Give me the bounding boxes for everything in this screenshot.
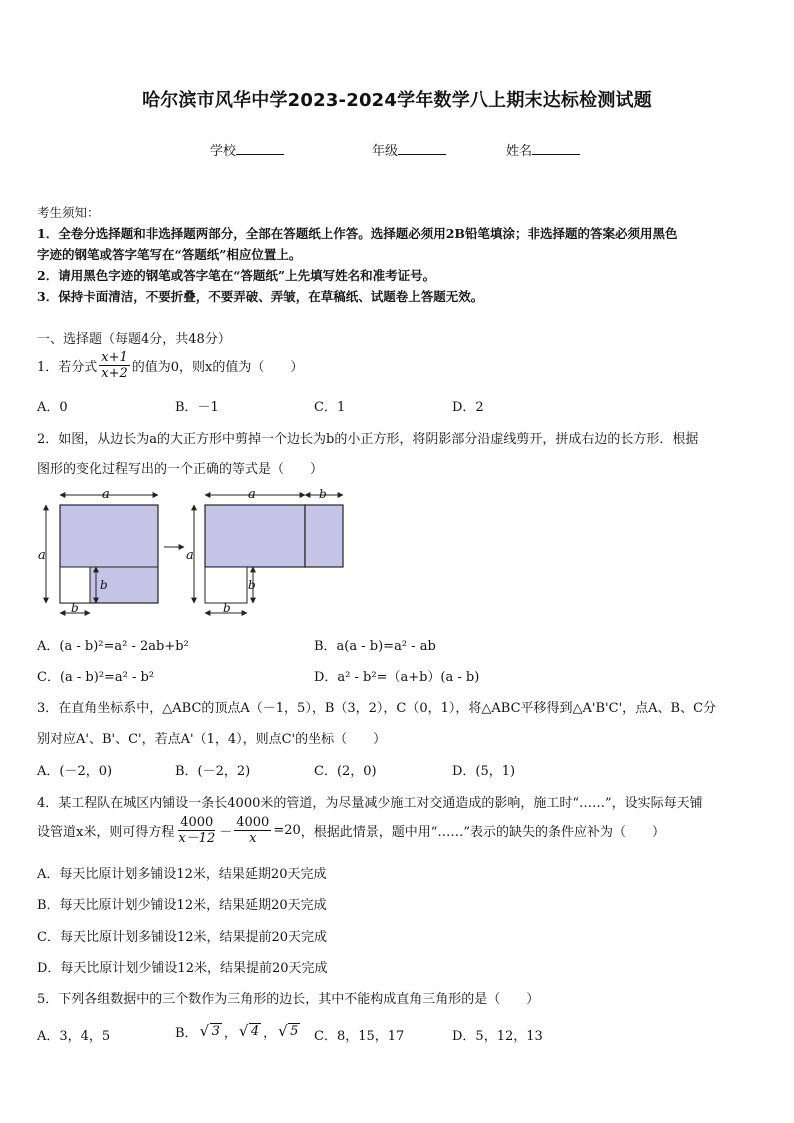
q2-option-b: B．a(a - b)=a² - ab xyxy=(314,639,436,654)
right-inner-label-b: b xyxy=(248,578,256,592)
right-side-label-a: a xyxy=(186,548,194,563)
q5-option-d: D．5，12，13 xyxy=(452,1029,543,1044)
q4-minus: － xyxy=(219,825,233,840)
q5-sqrt-1 xyxy=(200,1024,222,1039)
q4-option-c: C．每天比原计划多铺设12米，结果提前20天完成 xyxy=(37,930,328,945)
q3-option-c: C．(2，0) xyxy=(314,764,377,779)
left-top-label-a: a xyxy=(102,487,110,502)
q1-prefix: 1．若分式 xyxy=(37,360,98,375)
q4-stem-line-2 xyxy=(37,815,665,846)
q4-fraction-1-numerator: 4000 xyxy=(180,815,214,830)
q3-stem-line-2: 别对应A'、B'、C'，若点A'（1，4），则点C'的坐标（ ） xyxy=(37,732,387,747)
right-rect-right-part xyxy=(305,505,343,567)
q2-stem-line-2: 图形的变化过程写出的一个正确的等式是（ ） xyxy=(37,462,324,477)
notice-item-3: 3．保持卡面清洁，不要折叠，不要弄破、弄皱，在草稿纸、试题卷上答题无效。 xyxy=(37,289,484,304)
q4-fraction-1-denominator: x－12 xyxy=(178,831,216,846)
q1-option-c: C．1 xyxy=(314,400,346,415)
q3-option-d: D．(5，1) xyxy=(452,764,516,779)
left-bottom-label-b: b xyxy=(71,601,79,615)
q2-option-d: D．a² - b²=（a+b）(a - b) xyxy=(314,670,480,685)
q5-separator-1: ， xyxy=(223,1026,237,1041)
q4-fraction-1 xyxy=(176,815,217,846)
q5-sqrt-3 xyxy=(278,1024,300,1039)
school-blank xyxy=(236,142,284,155)
q2-option-a: A．(a - b)²=a² - 2ab+b² xyxy=(37,639,189,654)
left-small-square xyxy=(60,567,90,603)
q1-option-b: B．－1 xyxy=(175,400,219,415)
q2-right-figure xyxy=(186,487,343,615)
school-label: 学校 xyxy=(210,144,237,159)
section-heading: 一、选择题（每题4分，共48分） xyxy=(37,332,231,347)
q1-option-a: A．0 xyxy=(37,400,68,415)
q4-line2-prefix: 设管道x米，则可得方程 xyxy=(37,825,175,840)
right-small-square xyxy=(205,567,247,603)
right-bottom-label-b: b xyxy=(223,601,231,615)
notice-item-1-line-1: 1．全卷分选择题和非选择题两部分，全部在答题纸上作答。选择题必须用2B铅笔填涂；非选择题的答案必须用黑色 xyxy=(37,226,678,241)
q3-option-a: A．(－2，0) xyxy=(37,764,113,779)
name-blank xyxy=(532,142,580,155)
q2-stem-line-1: 2．如图，从边长为a的大正方形中剪掉一个边长为b的小正方形，将阴影部分沿虚线剪开，拼成右边的长方形．根据 xyxy=(37,432,699,447)
q5-separator-2: ， xyxy=(263,1026,277,1041)
notice-item-1-line-2: 字迹的钢笔或答字笔写在“答题纸”相应位置上。 xyxy=(37,247,302,262)
q5-sqrt-2-value: 4 xyxy=(250,1024,260,1039)
question-1 xyxy=(37,350,303,381)
grade-field xyxy=(372,140,446,159)
q1-option-d: D．2 xyxy=(452,400,484,415)
q4-stem-line-1: 4．某工程队在城区内铺设一条长4000米的管道，为尽量减少施工对交通造成的影响，施工时“……”，设实际每天铺 xyxy=(37,796,703,811)
notice-heading: 考生须知： xyxy=(37,205,100,220)
grade-blank xyxy=(398,142,446,155)
q3-stem-line-1: 3．在直角坐标系中，△ABC的顶点A（－1，5），B（3，2），C（0，1），将△ABC平移得到△A'B'C'，点A、B、C分 xyxy=(37,701,717,716)
q1-fraction xyxy=(99,350,130,381)
q5-option-a: A．3，4，5 xyxy=(37,1029,111,1044)
q3-option-b: B．(－2，2) xyxy=(175,764,251,779)
q5-option-b-prefix: B． xyxy=(175,1026,198,1041)
q5-option-b xyxy=(175,1022,302,1041)
q1-fraction-numerator: x+1 xyxy=(101,350,128,365)
right-top-label-a: a xyxy=(248,487,256,502)
q5-stem: 5．下列各组数据中的三个数作为三角形的边长，其中不能构成直角三角形的是（ ） xyxy=(37,992,540,1007)
q1-fraction-denominator: x+2 xyxy=(101,366,128,381)
q4-option-a: A．每天比原计划多铺设12米，结果延期20天完成 xyxy=(37,867,327,882)
q2-option-c: C．(a - b)²=a² - b² xyxy=(37,670,155,685)
q4-fraction-2-denominator: x xyxy=(249,831,257,846)
q2-figure xyxy=(30,485,360,620)
q5-sqrt-2 xyxy=(239,1024,261,1039)
grade-label: 年级 xyxy=(372,144,399,159)
q4-option-d: D．每天比原计划少铺设12米，结果提前20天完成 xyxy=(37,961,328,976)
left-inner-label-b: b xyxy=(100,578,108,592)
right-top-label-b: b xyxy=(319,487,327,501)
q4-fraction-2-numerator: 4000 xyxy=(236,815,270,830)
notice-item-2: 2．请用黑色字迹的钢笔或答字笔在“答题纸”上先填写姓名和准考证号。 xyxy=(37,268,436,283)
school-field xyxy=(210,140,284,159)
q4-fraction-2 xyxy=(234,815,271,846)
q1-suffix: 的值为0，则x的值为（ ） xyxy=(131,360,304,375)
q2-left-figure xyxy=(38,487,158,615)
right-rect-left-part xyxy=(205,505,305,567)
name-field xyxy=(506,140,580,159)
q5-sqrt-1-value: 3 xyxy=(211,1024,220,1039)
q4-equals: =20 xyxy=(273,823,301,838)
q5-sqrt-3-value: 5 xyxy=(290,1024,299,1039)
name-label: 姓名 xyxy=(506,144,533,159)
q4-option-b: B．每天比原计划少铺设12米，结果延期20天完成 xyxy=(37,898,327,913)
left-side-label-a: a xyxy=(38,548,46,563)
q4-line2-suffix: ，根据此情景，题中用“……”表示的缺失的条件应补为（ ） xyxy=(300,825,666,840)
page-title: 哈尔滨市风华中学2023-2024学年数学八上期末达标检测试题 xyxy=(142,90,652,111)
q5-option-c: C．8，15，17 xyxy=(314,1029,405,1044)
